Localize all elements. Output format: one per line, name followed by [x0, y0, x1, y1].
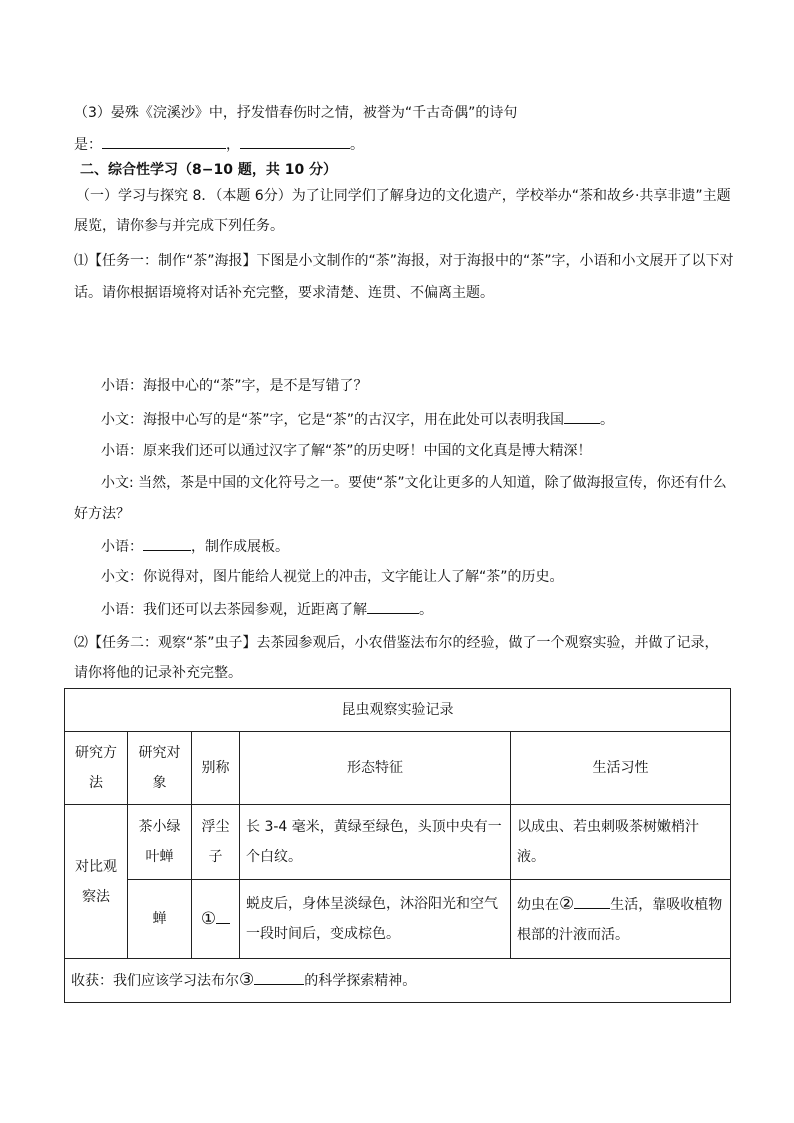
alias-cell	[192, 880, 240, 959]
feature-cell: 蜕皮后，身体呈淡绿色，沐浴阳光和空气一段时间后，变成棕色。	[240, 880, 511, 959]
dialogue-end: ，制作成展板。	[191, 539, 289, 555]
harvest-cell	[65, 959, 731, 1003]
dialogue-line-5	[101, 536, 289, 557]
dialogue-line-2	[101, 409, 614, 430]
dialogue-blank-1[interactable]	[564, 409, 600, 424]
blank-marker-3: ③	[239, 970, 255, 990]
harvest-blank[interactable]	[254, 970, 304, 985]
answer-blank-1[interactable]	[102, 134, 226, 149]
dialogue-text: 小语：我们还可以去茶园参观，近距离了解	[101, 602, 367, 618]
harvest-row	[65, 959, 731, 1003]
blank-marker-2: ②	[559, 893, 575, 914]
alias-blank[interactable]	[216, 909, 230, 924]
task2-line2: 请你将他的记录补充完整。	[74, 665, 242, 681]
habit-cell	[511, 880, 731, 959]
header-feature: 形态特征	[240, 732, 511, 805]
harvest-text: 的科学探索精神。	[304, 973, 417, 989]
blank-marker-1: ①	[200, 908, 217, 929]
header-alias: 别称	[192, 732, 240, 805]
habit-cell: 以成虫、若虫刺吸茶树嫩梢汁液。	[511, 805, 731, 880]
answer-prefix: 是：	[74, 137, 102, 153]
dialogue-line-3: 小语：原来我们还可以通过汉字了解“茶”的历史呀！中国的文化真是博大精深！	[101, 443, 592, 459]
dialogue-end: 。	[600, 412, 615, 428]
observation-record-table	[64, 688, 731, 1003]
question-3-line2	[74, 134, 364, 155]
habit-blank[interactable]	[574, 894, 610, 909]
dialogue-line-4b: 好方法？	[74, 506, 130, 522]
feature-cell: 长 3-4 毫米，黄绿至绿色，头顶中央有一个白纹。	[240, 805, 511, 880]
dialogue-line-7	[101, 599, 433, 620]
table-row	[65, 805, 731, 880]
intro-line2: 展览，请你参与并完成下列任务。	[74, 218, 284, 234]
dialogue-blank-3[interactable]	[367, 599, 419, 614]
habit-text: 生活，靠吸收植物根部的汁液而活。	[517, 896, 723, 943]
habit-text: 幼虫在	[517, 896, 559, 913]
method-cell: 对比观察法	[65, 805, 128, 959]
table-header-row	[65, 732, 731, 805]
task2-line1: ⑵【任务二：观察“茶”虫子】去茶园参观后，小农借鉴法布尔的经验，做了一个观察实验，并做了记录，	[74, 635, 719, 651]
task1-line1: ⑴【任务一：制作“茶”海报】下图是小文制作的“茶”海报，对于海报中的“茶”字，小语和小文展开了以下对	[74, 253, 734, 269]
task1-line2: 话。请你根据语境将对话补充完整，要求清楚、连贯、不偏离主题。	[74, 285, 494, 301]
object-cell: 蝉	[128, 880, 192, 959]
object-cell: 茶小绿叶蝉	[128, 805, 192, 880]
dialogue-text: 小文：海报中心写的是“茶”字，它是“茶”的古汉字，用在此处可以表明我国	[101, 412, 565, 428]
table-title-row	[65, 689, 731, 732]
dialogue-line-4a: 小文: 当然，茶是中国的文化符号之一。要使“茶”文化让更多的人知道，除了做海报宣传，你还有什么	[101, 475, 727, 491]
dialogue-blank-2[interactable]	[143, 536, 191, 551]
separator: ，	[226, 137, 240, 153]
header-habit: 生活习性	[511, 732, 731, 805]
harvest-text: 收获：我们应该学习法布尔	[71, 973, 239, 989]
dialogue-end: 。	[419, 602, 433, 618]
dialogue-line-6: 小文：你说得对，图片能给人视觉上的冲击，文字能让人了解“茶”的历史。	[101, 569, 564, 585]
line-end: 。	[350, 137, 364, 153]
dialogue-text: 小语：	[101, 539, 143, 555]
alias-cell: 浮尘子	[192, 805, 240, 880]
dialogue-line-1: 小语：海报中心的“茶”字，是不是写错了？	[101, 378, 368, 394]
question-3-line1: （3）晏殊《浣溪沙》中，抒发惜春伤时之情，被誉为“千古奇偶”的诗句	[74, 105, 518, 121]
header-object: 研究对象	[128, 732, 192, 805]
table-title: 昆虫观察实验记录	[65, 689, 731, 732]
header-method: 研究方法	[65, 732, 128, 805]
intro-line1: （一）学习与探究 8．（本题 6分）为了让同学们了解身边的文化遗产，学校举办“茶和故乡·共享非遗”主题	[76, 188, 731, 204]
table-row	[65, 880, 731, 959]
answer-blank-2[interactable]	[240, 134, 350, 149]
section-title: 二、综合性学习（8−10 题，共 10 分）	[80, 162, 338, 178]
